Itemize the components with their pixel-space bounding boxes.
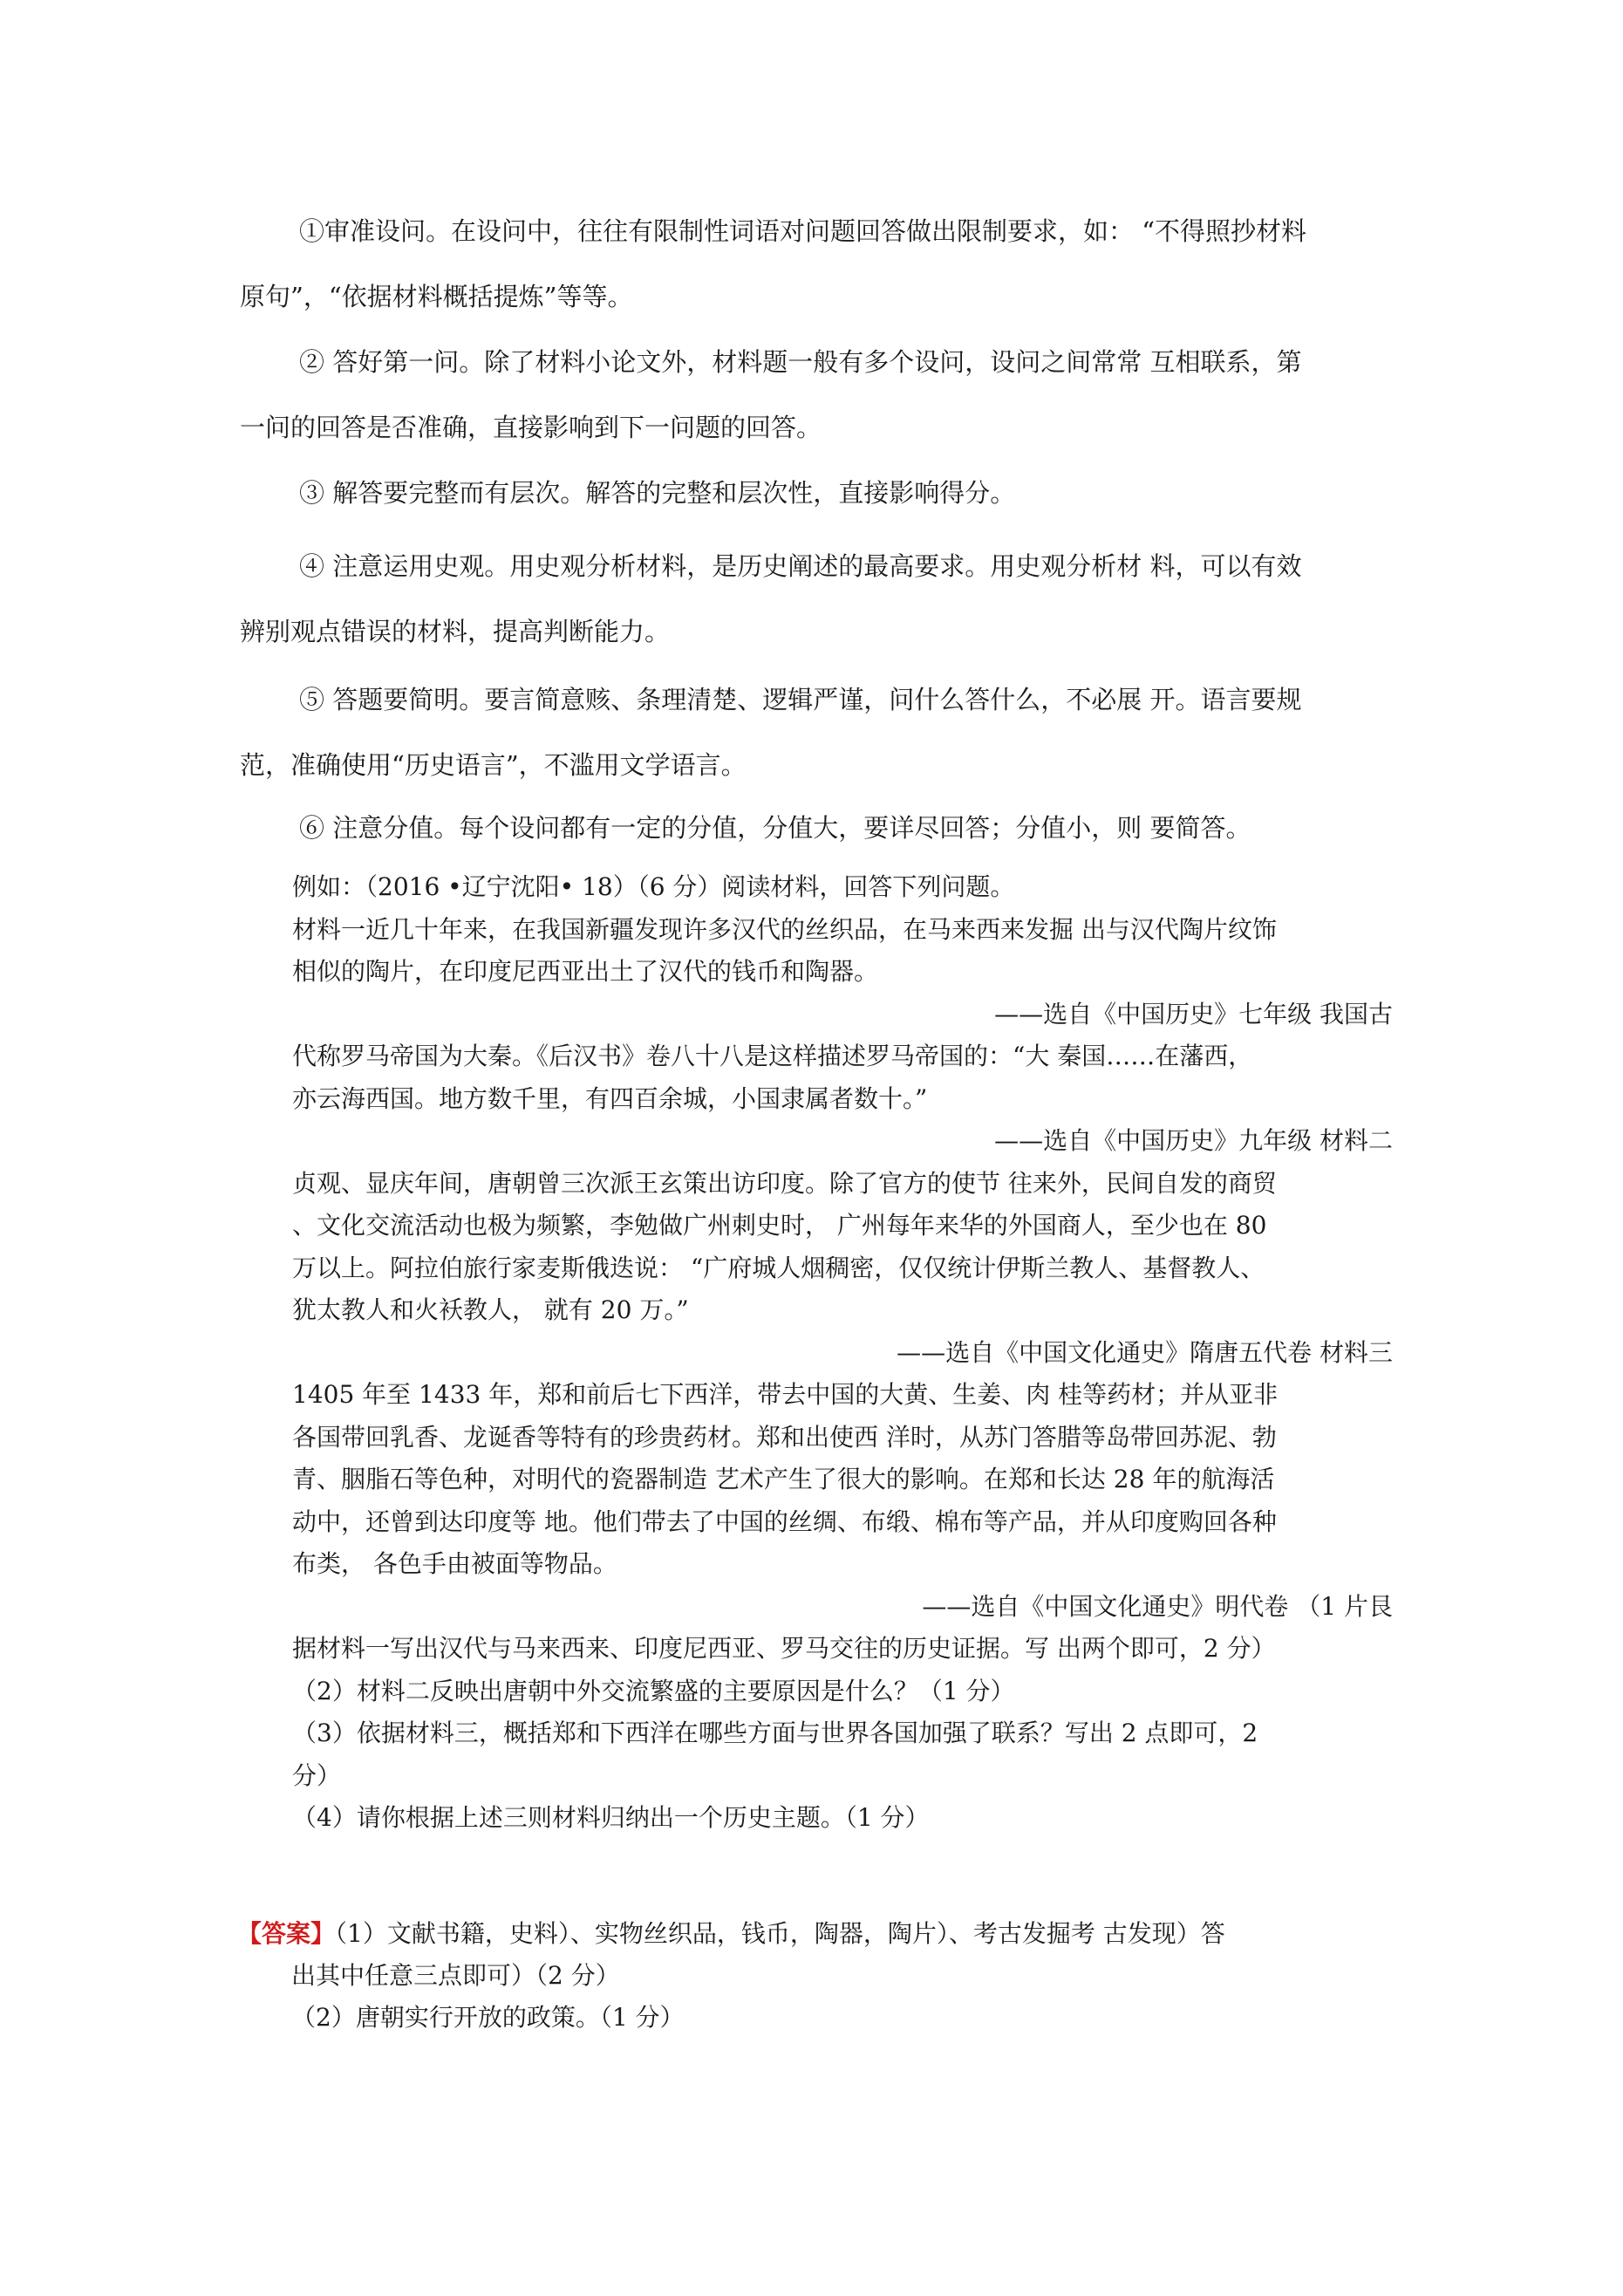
tip-line: ⑤ 答题要简明。要言简意赅、条理清楚、逻辑严谨，问什么答什么，不必展 开。语言要规 <box>299 685 1302 714</box>
example-header: 例如：（2016 •辽宁沈阳• 18）（6 分）阅读材料，回答下列问题。 <box>292 872 1015 901</box>
material-line: 犹太教人和火袄教人， 就有 20 万。” <box>292 1295 689 1324</box>
source-line: ——选自《中国历史》七年级 我国古 <box>994 999 1393 1028</box>
tip-item <box>240 796 1391 861</box>
material-line: 青、胭脂石等色种，对明代的瓷器制造 艺术产生了很大的影响。在郑和长达 28 年的航海活 <box>292 1465 1275 1493</box>
question-line: （3）依据材料三，概括郑和下西洋在哪些方面与世界各国加强了联系？写出 2 点即可，2 <box>292 1719 1258 1747</box>
tip-item <box>240 461 1391 526</box>
material-line: 万以上。阿拉伯旅行家麦斯俄迭说： “广府城人烟稠密，仅仅统计伊斯兰教人、基督教人、 <box>292 1253 1265 1282</box>
tip-line: ⑥ 注意分值。每个设问都有一定的分值，分值大，要详尽回答；分值小，则 要简答。 <box>299 813 1251 843</box>
question-line: 分） <box>292 1760 342 1790</box>
material-line: 材料一近几十年来，在我国新疆发现许多汉代的丝织品，在马来西来发掘 出与汉代陶片纹饰 <box>292 914 1277 944</box>
material-line: 各国带回乳香、龙诞香等特有的珍贵药材。郑和出使西 洋时，从苏门答腊等岛带回苏泥、勃 <box>292 1422 1277 1452</box>
material-line: 相似的陶片，在印度尼西亚出土了汉代的钱币和陶器。 <box>292 957 879 986</box>
answer-line: （2）唐朝实行开放的政策。（1 分） <box>291 2003 685 2032</box>
tip-item <box>240 534 1391 665</box>
example-question <box>292 866 1393 1840</box>
answer-tag: 【答案】 <box>237 1919 336 1948</box>
material-line: 1405 年至 1433 年，郑和前后七下西洋，带去中国的大黄、生姜、肉 桂等药材；并从亚非 <box>292 1380 1279 1409</box>
tip-line: 原句”，“依据材料概括提炼”等等。 <box>240 282 633 311</box>
tip-item <box>240 667 1391 798</box>
source-line: ——选自《中国文化通史》明代卷 （1 片艮 <box>922 1591 1393 1621</box>
tip-line: ④ 注意运用史观。用史观分析材料，是历史阐述的最高要求。用史观分析材 料，可以有效 <box>299 551 1302 581</box>
tip-line: ② 答好第一问。除了材料小论文外，材料题一般有多个设问，设问之间常常 互相联系，第 <box>299 347 1302 377</box>
tip-line: ③ 解答要完整而有层次。解答的完整和层次性，直接影响得分。 <box>299 478 1016 508</box>
tip-item <box>240 199 1391 330</box>
material-line: 亦云海西国。地方数千里，有四百余城，小国隶属者数十。” <box>292 1083 928 1113</box>
question-line: （4）请你根据上述三则材料归纳出一个历史主题。（1 分） <box>292 1803 930 1832</box>
answer-line: 出其中任意三点即可）（2 分） <box>291 1961 620 1990</box>
tip-line: 一问的回答是否准确，直接影响到下一问题的回答。 <box>240 413 822 442</box>
source-line: ——选自《中国历史》九年级 材料二 <box>994 1126 1393 1155</box>
tip-line: ①审准设问。在设问中，往往有限制性词语对问题回答做出限制要求，如： “不得照抄材料 <box>299 216 1307 246</box>
material-line: 贞观、显庆年间，唐朝曾三次派王玄策出访印度。除了官方的使节 往来外，民间自发的商贸 <box>292 1168 1277 1198</box>
source-line: ——选自《中国文化通史》隋唐五代卷 材料三 <box>897 1337 1393 1367</box>
answer-section <box>237 1913 1393 2039</box>
material-line: 、文化交流活动也极为频繁，李勉做广州刺史时， 广州每年来华的外国商人，至少也在 80 <box>292 1211 1267 1240</box>
answer-line <box>237 1913 1393 1955</box>
material-line: 动中，还曾到达印度等 地。他们带去了中国的丝绸、布缎、棉布等产品，并从印度购回各种 <box>292 1507 1277 1536</box>
material-line: 代称罗马帝国为大秦。《后汉书》卷八十八是这样描述罗马帝国的：“大 秦国……在藩西， <box>292 1042 1253 1070</box>
answer-text: （1）文献书籍，史料）、实物丝织品，钱币，陶器，陶片）、考古发掘考 古发现）答 <box>335 1919 1225 1948</box>
question-line: 据材料一写出汉代与马来西来、印度尼西亚、罗马交往的历史证据。写 出两个即可，2 分） <box>292 1634 1276 1663</box>
tip-item <box>240 330 1391 461</box>
question-line: （2）材料二反映出唐朝中外交流繁盛的主要原因是什么？（1 分） <box>292 1676 1015 1705</box>
tip-line: 范，准确使用“历史语言”，不滥用文学语言。 <box>240 750 747 780</box>
material-line: 布类， 各色手由被面等物品。 <box>292 1549 617 1578</box>
tip-line: 辨别观点错误的材料，提高判断能力。 <box>240 617 671 646</box>
